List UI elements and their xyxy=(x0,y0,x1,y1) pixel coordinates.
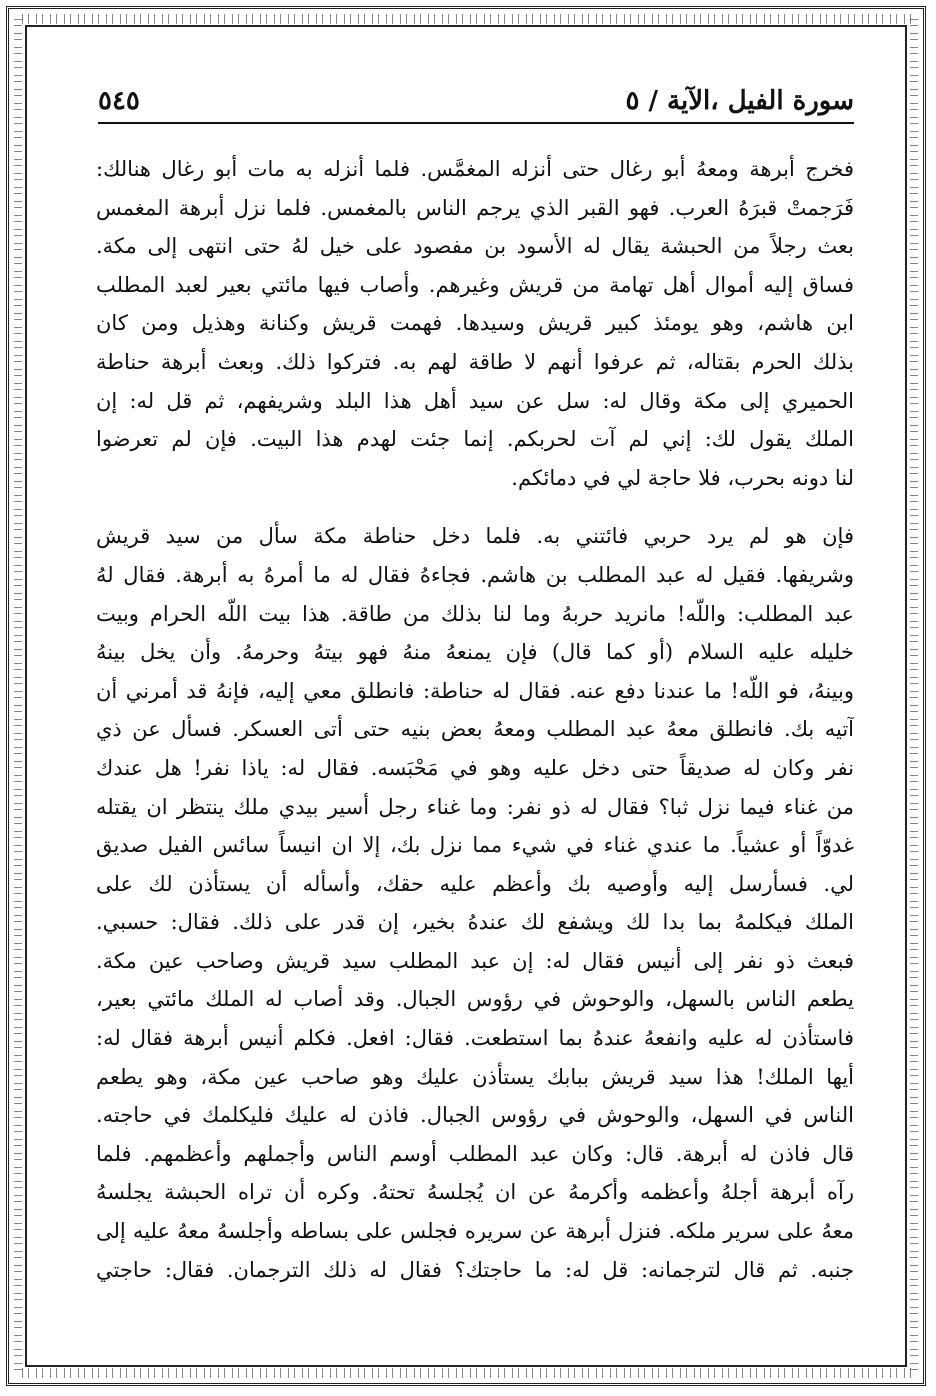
paragraph-2 xyxy=(96,517,854,1289)
text-line: فَرَجمتْ قبرَهُ العرب. فهو القبر الذي يرجم الناس بالمغمس. فلما نزل أبرهة المغمس xyxy=(96,195,854,220)
text-line: فبعث ذو نفر إلى أنيس فقال له: إن عبد المطلب سيد قريش وصاحب عين مكة. xyxy=(96,948,854,973)
text-line: فساق إليه أموال أهل تهامة من قريش وغيرهم. وأصاب فيها مائتي بعير لعبد المطلب xyxy=(96,272,854,297)
paragraph-1 xyxy=(96,150,854,497)
text-line: أيها الملك! هذا سيد قريش ببابك يستأذن عليك وهو صاحب عين مكة، وهو يطعم xyxy=(96,1064,854,1089)
text-line: قال فاذن له أبرهة. قال: وكان عبد المطلب أوسم الناس وأجملهم وأعظمهم. فلما xyxy=(96,1141,854,1166)
running-header xyxy=(98,78,854,124)
text-line: نفر وكان له صديقاً حتى دخل عليه وهو في مَحْبَسه. فقال له: ياذا نفر! هل عندك xyxy=(96,755,854,780)
text-line: خليله عليه السلام (أو كما قال) فإن يمنعهُ منهُ فهو بيتهُ وحرمهُ. وأن يخل بينهُ xyxy=(96,640,854,665)
border-ornament-left xyxy=(14,19,22,1373)
text-line: الملك يقول لك: إني لم آت لحربكم. إنما جئت لهدم هذا البيت. فإن لم تعرضوا xyxy=(96,427,854,452)
border-ornament-right xyxy=(910,19,918,1373)
text-line: غدوّاً أو عشياً. ما عندي غناء في شيء مما نزل بك، إلا ان انيساً سائس الفيل صديق xyxy=(96,833,854,858)
border-ornament-top xyxy=(19,14,913,24)
text-line: الناس في السهل، والوحوش في رؤوس الجبال. فاذن له عليك فليكلمك في حاجته. xyxy=(96,1103,854,1128)
text-line: بعث رجلاً من الحبشة يقال له الأسود بن مفصود على خيل لهُ حتى انتهى إلى مكة. xyxy=(96,234,854,259)
text-line: بذلك الحرم بقتاله، ثم عرفوا أنهم لا طاقة لهم به. فتركوا ذلك. وبعث أبرهة حناطة xyxy=(96,349,854,374)
text-line: رآه أبرهة أجلهُ وأعظمه وأكرمهُ عن ان يُجلسهُ تحتهُ. وكره أن تراه الحبشة يجلسهُ xyxy=(96,1180,854,1205)
page-number: ٥٤٥ xyxy=(98,86,140,116)
page-body xyxy=(96,150,854,1330)
text-line: ابن هاشم، وهو يومئذ كبير قريش وسيدها. فهمت قريش وكنانة وهذيل ومن كان xyxy=(96,311,854,336)
text-line: وشريفها. فقيل له عبد المطلب بن هاشم. فجاءهُ فقال له ما أمرهُ به أبرهة. فقال لهُ xyxy=(96,562,854,587)
text-line: الحميري إلى مكة وقال له: سل عن سيد أهل هذا البلد وشريفهم، ثم قل له: إن xyxy=(96,388,854,413)
text-line: يطعم الناس بالسهل، والوحوش في رؤوس الجبال. وقد أصاب له الملك مائتي بعير، xyxy=(96,987,854,1012)
text-line: معهُ على سرير ملكه. فنزل أبرهة عن سريره فجلس على بساطه وأجلسهُ معهُ عليه إلى xyxy=(96,1219,854,1244)
text-line: جنبه. ثم قال لترجمانه: قل له: ما حاجتك؟ فقال له ذلك الترجمان. فقال: حاجتي xyxy=(96,1257,854,1282)
surah-heading: سورة الفيل ،الآية / ٥ xyxy=(625,86,854,116)
text-line: وبينهُ، فو اللّه! ما عندنا دفع عنه. فقال له حناطة: فانطلق معي إليه، فإنهُ قد أمرني أن xyxy=(96,678,854,703)
border-ornament-bottom xyxy=(19,1368,913,1378)
text-line: لي. فسأرسل إليه وأوصيه بك وأعظم عليه حقك، وأسأله أن يستأذن لك على xyxy=(96,871,854,896)
text-line: الملك فيكلمهُ بما بدا لك ويشفع لك عندهُ بخير، إن قدر على ذلك. فقال: حسبي. xyxy=(96,910,854,935)
text-line: لنا دونه بحرب، فلا حاجة لي في دمائكم. xyxy=(511,465,854,490)
text-line: عبد المطلب: واللّه! مانريد حربهُ وما لنا بذلك من طاقة. هذا بيت اللّه الحرام وبيت xyxy=(96,601,854,626)
text-line: فاستأذن له عليه وانفعهُ عندهُ بما استطعت. فقال: افعل. فكلم أنيس أبرهة فقال له: xyxy=(96,1026,854,1051)
text-line: آتيه بك. فانطلق معهُ عبد المطلب ومعهُ بعض بنيه حتى أتى العسكر. فسأل عن ذي xyxy=(96,717,854,742)
text-line: فخرج أبرهة ومعهُ أبو رغال حتى أنزله المغمَّس. فلما أنزله به مات أبو رغال هنالك: xyxy=(96,157,854,181)
text-line: من غناء فيما نزل ثبا؟ فقال له ذو نفر: وما غناء رجل أسير بيدي ملك ينتظر ان يقتله xyxy=(96,794,854,819)
text-line: فإن هو لم يرد حربي فائتني به. فلما دخل حناطة مكة سأل من سيد قريش xyxy=(96,524,854,549)
